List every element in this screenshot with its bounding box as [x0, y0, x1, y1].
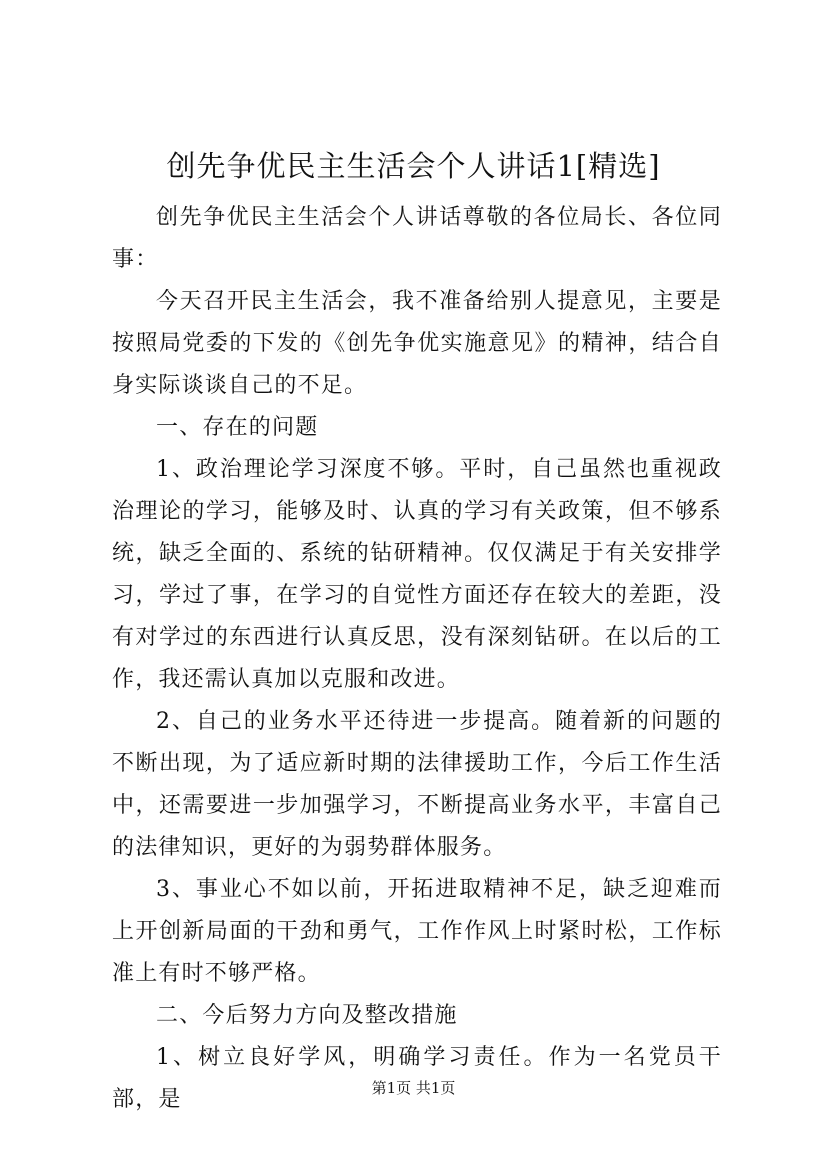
document-title: 创先争优民主生活会个人讲话1[精选] [166, 149, 661, 183]
paragraph-problem-1: 1、政治理论学习深度不够。平时，自己虽然也重视政治理论的学习，能够及时、认真的学习有关政策，但不够系统，缺乏全面的、系统的钻研精神。仅仅满足于有关安排学习，学过了事，在学习的自觉性方面还存在较大的差距，没有对学过的东西进行认真反思，没有深刻钻研。在以后的工作，我还需认真加以克服和改进。 [112, 457, 722, 692]
paragraph-problem-2: 2、自己的业务水平还待进一步提高。随着新的问题的不断出现，为了适应新时期的法律援助工作，今后工作生活中，还需要进一步加强学习，不断提高业务水平，丰富自己的法律知识，更好的为弱势群体服务。 [112, 709, 722, 860]
paragraph-problem-3: 3、事业心不如以前，开拓进取精神不足，缺乏迎难而上开创新局面的干劲和勇气，工作作风上时紧时松，工作标准上有时不够严格。 [112, 877, 722, 986]
paragraph-measure-1: 1、树立良好学风，明确学习责任。作为一名党员干部，是 [112, 1045, 722, 1112]
section-heading-problems: 一、存在的问题 [156, 415, 319, 440]
paragraph-intro: 今天召开民主生活会，我不准备给别人提意见，主要是按照局党委的下发的《创先争优实施意见》的精神，结合自身实际谈谈自己的不足。 [112, 289, 722, 398]
section-heading-measures: 二、今后努力方向及整改措施 [156, 1003, 458, 1028]
paragraph-greeting: 创先争优民主生活会个人讲话尊敬的各位局长、各位同事： [112, 205, 722, 272]
page-footer: 第1页 共1页 [371, 1079, 456, 1097]
document-body [112, 197, 722, 1121]
